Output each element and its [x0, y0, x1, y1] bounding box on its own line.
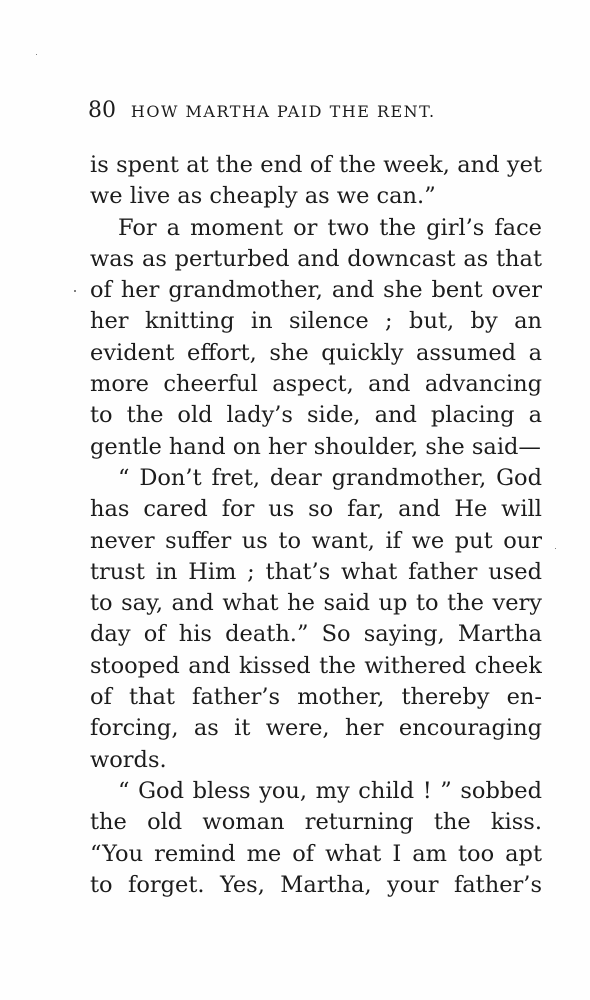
text-line: to the old lady’s side, and placing a: [90, 402, 542, 429]
text-line: of that father’s mother, thereby en-: [90, 684, 542, 711]
text-line: never suffer us to want, if we put our: [90, 527, 542, 554]
paper-speck: [36, 54, 37, 55]
text-line: to say, and what he said up to the very: [90, 590, 542, 617]
text-line: was as perturbed and downcast as that: [90, 245, 542, 272]
text-line: day of his death.” So saying, Martha: [90, 621, 542, 648]
paper-speck: [74, 290, 76, 292]
text-line: more cheerful aspect, and advancing: [90, 371, 542, 398]
text-line: we live as cheaply as we can.”: [90, 183, 436, 210]
text-line: evident effort, she quickly assumed a: [90, 339, 542, 366]
body-text: [90, 150, 542, 901]
text-line: trust in Him ; that’s what father used: [90, 558, 542, 585]
text-line: “ God bless you, my child ! ” sobbed: [118, 777, 542, 804]
text-line: to forget. Yes, Martha, your father’s: [90, 871, 542, 898]
paper-speck: [555, 548, 556, 549]
running-header: [88, 98, 508, 123]
text-line: her knitting in silence ; but, by an: [90, 308, 542, 335]
text-line: forcing, as it were, her encouraging: [90, 715, 542, 742]
running-title: HOW MARTHA PAID THE RENT.: [130, 102, 436, 121]
text-line: For a moment or two the girl’s face: [118, 214, 542, 241]
text-line: has cared for us so far, and He will: [90, 496, 542, 523]
page-number: 80: [88, 98, 116, 123]
text-line: “You remind me of what I am too apt: [90, 840, 542, 867]
text-line: is spent at the end of the week, and yet: [90, 152, 542, 178]
text-line: words.: [90, 746, 167, 773]
text-line: stooped and kissed the withered cheek: [90, 652, 542, 679]
text-line: gentle hand on her shoulder, she said—: [90, 433, 541, 460]
text-line: “ Don’t fret, dear grandmother, God: [118, 464, 542, 491]
text-line: of her grandmother, and she bent over: [90, 277, 542, 304]
text-line: the old woman returning the kiss.: [90, 809, 542, 836]
